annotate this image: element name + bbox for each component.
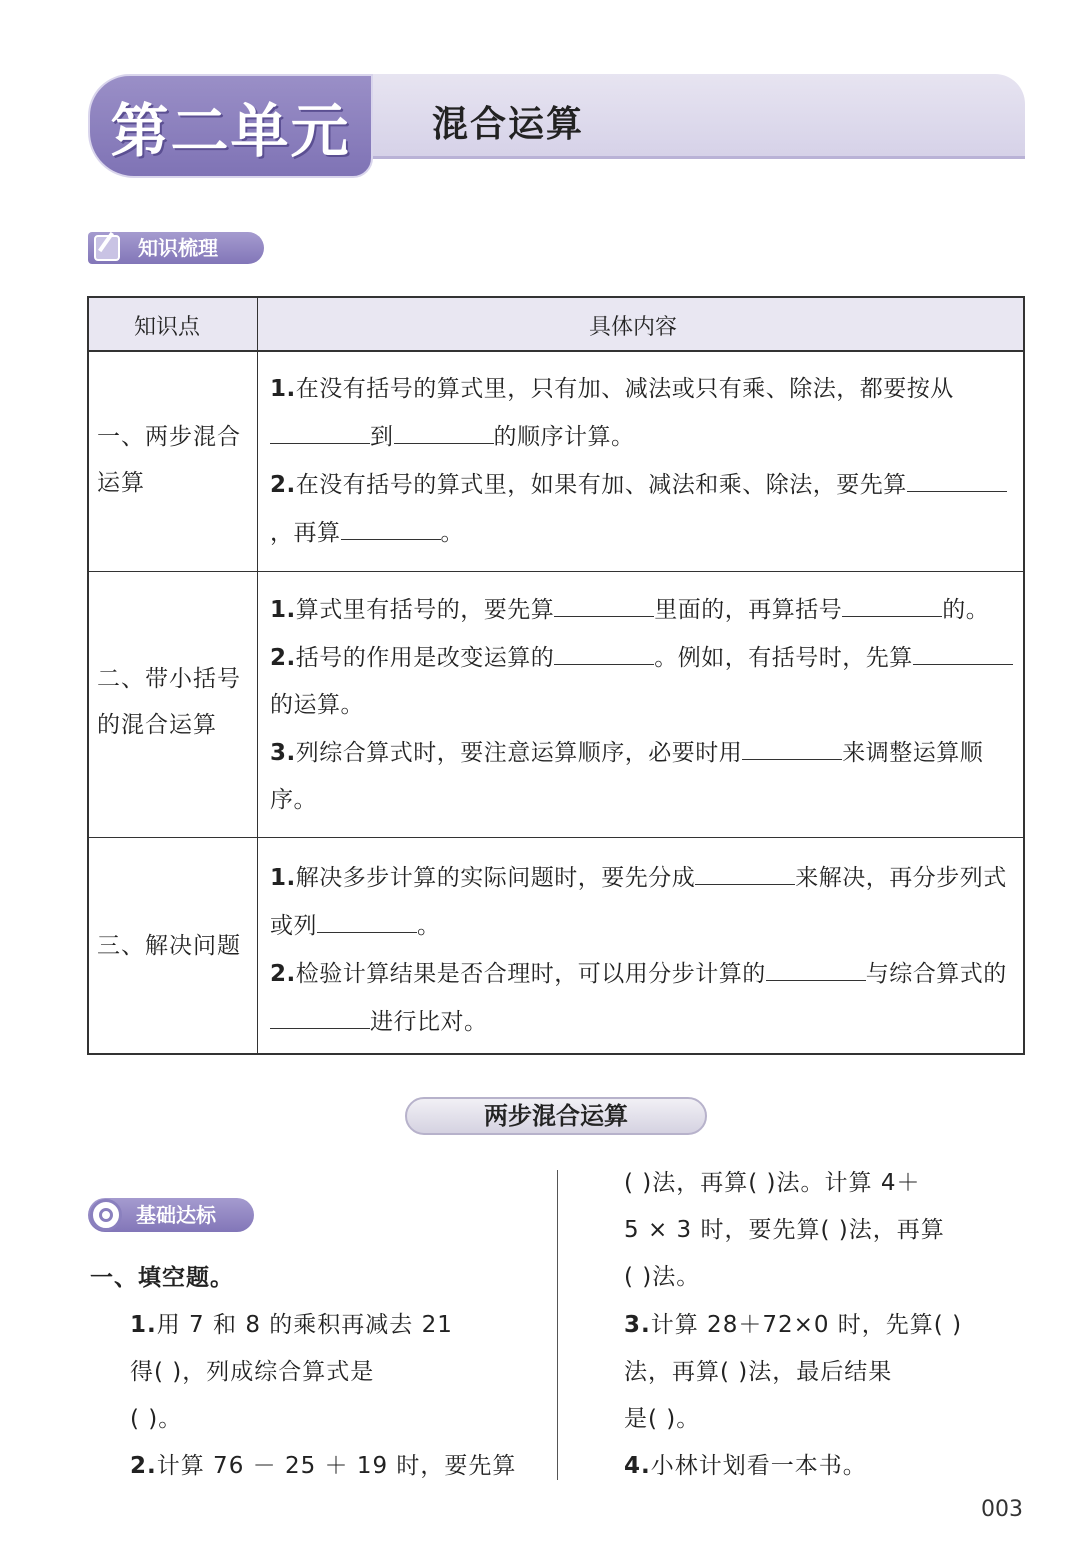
table-header-topic: 知识点 <box>134 315 201 340</box>
table-header-content: 具体内容 <box>589 315 678 340</box>
answer-blank[interactable] <box>554 634 654 665</box>
target-icon <box>90 1199 122 1231</box>
section-tag-label: 知识梳理 <box>138 236 218 260</box>
table-header-row <box>89 298 1023 352</box>
knowledge-item: 1.解决多步计算的实际问题时，要先分成 来解决，再分步列式或列 。 <box>270 854 1015 950</box>
table-row-topic: 三、解决问题 <box>97 933 241 959</box>
question-2-continued: ( )法，再算( )法。计算 4＋ 5 × 3 时，要先算( )法，再算 ( )法。 <box>624 1170 945 1290</box>
knowledge-item: 2.括号的作用是改变运算的 。例如，有括号时，先算的运算。 <box>270 634 1015 729</box>
question-2: 2.计算 76 － 25 ＋ 19 时，要先算 <box>130 1453 517 1479</box>
answer-blank[interactable] <box>270 413 370 444</box>
table-column-divider <box>257 298 258 1053</box>
lesson-title: 两步混合运算 <box>405 1097 707 1135</box>
knowledge-item: 2.检验计算结果是否合理时，可以用分步计算的 与综合算式的进行比对。 <box>270 950 1015 1046</box>
question-1: 1.用 7 和 8 的乘积再减去 21 得( )，列成综合算式是 ( )。 <box>130 1312 453 1432</box>
answer-blank[interactable] <box>766 950 866 981</box>
unit-label: 第二单元 <box>110 97 351 165</box>
row-divider <box>89 571 1023 572</box>
answer-blank[interactable] <box>554 586 654 617</box>
answer-blank[interactable] <box>270 998 370 1029</box>
knowledge-item: 3.列综合算式时，要注意运算顺序，必要时用 来调整运算顺序。 <box>270 729 1015 824</box>
answer-blank[interactable] <box>913 634 1013 665</box>
table-row-content <box>270 586 1015 824</box>
notebook-icon <box>94 235 120 261</box>
knowledge-item: 2.在没有括号的算式里，如果有加、减法和乘、除法，要先算，再算 。 <box>270 461 1015 557</box>
table-row-content <box>270 854 1015 1046</box>
question-4: 4.小林计划看一本书。 <box>624 1453 867 1479</box>
row-divider <box>89 837 1023 838</box>
answer-blank[interactable] <box>695 854 795 885</box>
exercise-heading: 一、填空题。 <box>90 1265 234 1291</box>
knowledge-item: 1.算式里有括号的，要先算 里面的，再算括号 的。 <box>270 586 1015 634</box>
answer-blank[interactable] <box>341 509 441 540</box>
section-tag-label: 基础达标 <box>136 1203 216 1227</box>
knowledge-table <box>87 296 1025 1055</box>
table-row-topic: 二、带小括号的混合运算 <box>97 666 241 738</box>
table-row-content <box>270 366 1015 557</box>
knowledge-item: 1.在没有括号的算式里，只有加、减法或只有乘、除法，都要按从到 的顺序计算。 <box>270 376 954 450</box>
answer-blank[interactable] <box>317 902 417 933</box>
column-divider <box>557 1170 558 1480</box>
answer-blank[interactable] <box>842 586 942 617</box>
question-3: 3.计算 28＋72×0 时，先算( ) 法，再算( )法，最后结果 是( )。 <box>624 1312 963 1432</box>
answer-blank[interactable] <box>742 729 842 760</box>
unit-title: 混合运算 <box>432 104 585 145</box>
page-number: 003 <box>981 1497 1023 1522</box>
answer-blank[interactable] <box>394 413 494 444</box>
table-row-topic: 一、两步混合运算 <box>97 424 241 496</box>
answer-blank[interactable] <box>907 461 1007 492</box>
